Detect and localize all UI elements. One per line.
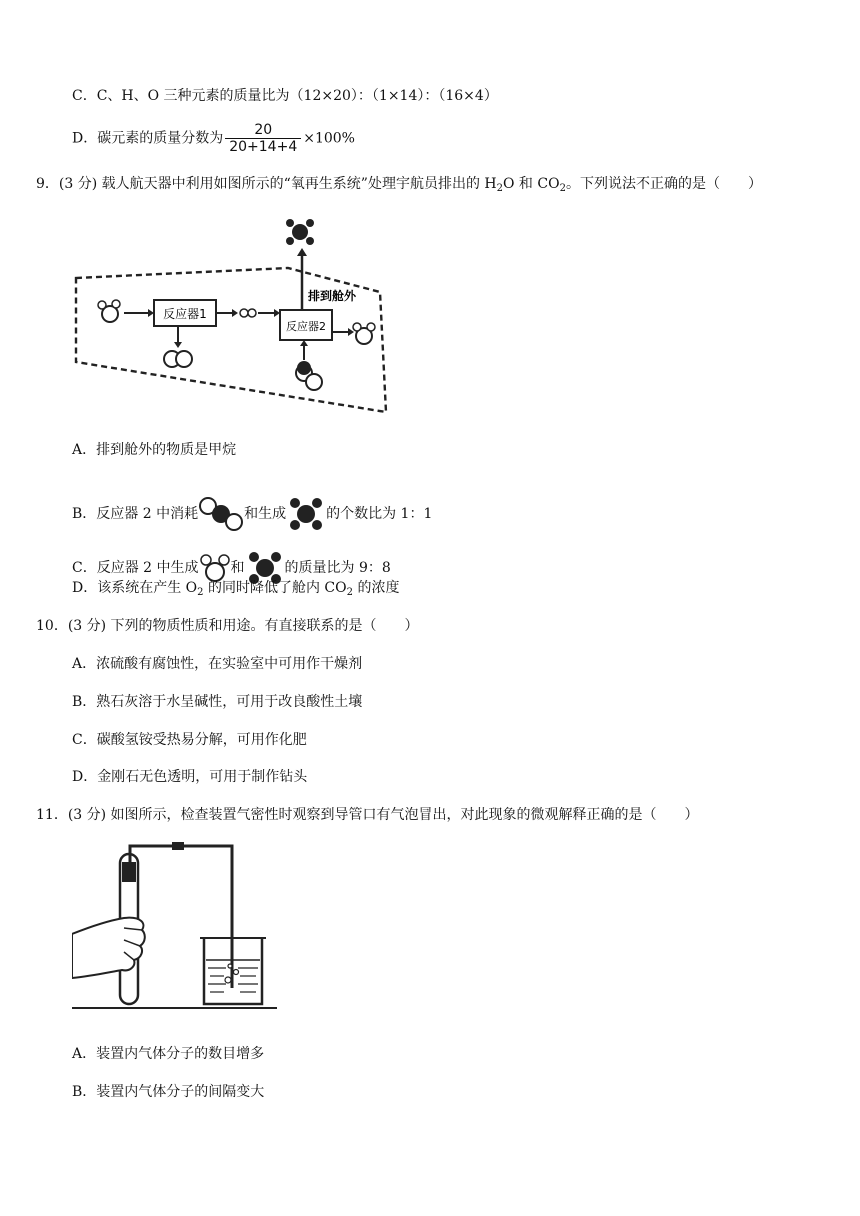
q10-option-c: C．碳酸氢铵受热易分解，可用作化肥 bbox=[72, 732, 307, 748]
oxygen-regeneration-diagram bbox=[68, 210, 398, 420]
q9-option-c-part-a: C．反应器 2 中生成 bbox=[72, 560, 199, 576]
fraction-denominator: 20+14+4 bbox=[229, 139, 298, 155]
q11-option-b: B．装置内气体分子的间隔变大 bbox=[72, 1084, 265, 1100]
q9-option-d-part-a: D．该系统在产生 O bbox=[72, 580, 198, 596]
q9-stem-part-c: 。下列说法不正确的是（ ） bbox=[565, 176, 762, 192]
subscript: 2 bbox=[197, 587, 204, 598]
subscript: 2 bbox=[346, 587, 353, 598]
q9-option-d bbox=[72, 578, 399, 598]
carbon-dioxide-molecule-icon bbox=[198, 494, 244, 534]
q8-option-d-suffix: ×100% bbox=[303, 130, 355, 147]
reactor-1-label: 反应器1 bbox=[163, 307, 207, 321]
q9-option-d-part-c: 的浓度 bbox=[353, 580, 400, 596]
q9-option-b-part-b: 和生成 bbox=[244, 506, 287, 522]
q9-stem-part-b: O 和 CO bbox=[503, 176, 560, 192]
airtightness-apparatus-diagram bbox=[72, 838, 282, 1018]
q9-option-b-part-a: B．反应器 2 中消耗 bbox=[72, 506, 199, 522]
mass-fraction bbox=[225, 122, 301, 155]
q10-option-a: A．浓硫酸有腐蚀性，在实验室中可用作干燥剂 bbox=[72, 656, 363, 672]
vent-label: 排到舱外 bbox=[308, 289, 357, 303]
q11-option-a: A．装置内气体分子的数目增多 bbox=[72, 1046, 265, 1062]
methane-molecule-icon bbox=[286, 494, 326, 534]
bubble bbox=[234, 970, 239, 975]
delivery-tube bbox=[130, 846, 232, 988]
q9-stem-part-a: 9．(3 分) 载人航天器中利用如图所示的“氧再生系统”处理宇航员排出的 H bbox=[36, 176, 497, 192]
q10-option-b: B．熟石灰溶于水呈碱性，可用于改良酸性土壤 bbox=[72, 694, 363, 710]
oxygen-molecule-icon bbox=[164, 351, 192, 367]
q8-option-d-prefix: D．碳元素的质量分数为 bbox=[72, 130, 224, 147]
q9-stem bbox=[36, 174, 762, 194]
methane-molecule-icon bbox=[286, 219, 314, 245]
q9-option-b bbox=[72, 494, 432, 534]
q9-option-c-part-b: 和 bbox=[230, 560, 245, 576]
q10-stem: 10．(3 分) 下列的物质性质和用途。有直接联系的是（ ） bbox=[36, 618, 419, 634]
hydrogen-molecule-icon bbox=[240, 309, 256, 317]
q11-stem: 11．(3 分) 如图所示，检查装置气密性时观察到导管口有气泡冒出，对此现象的微观解释正确的是（ ） bbox=[36, 807, 699, 823]
water-molecule-icon bbox=[353, 323, 375, 344]
q9-option-d-part-b: 的同时降低了舱内 CO bbox=[203, 580, 347, 596]
q9-option-b-part-c: 的个数比为 1：1 bbox=[326, 506, 433, 522]
q8-option-c: C．C、H、O 三种元素的质量比为（12×20）：（1×14）：（16×4） bbox=[72, 88, 498, 104]
q9-option-c-part-c: 的质量比为 9：8 bbox=[284, 560, 391, 576]
subscript: 2 bbox=[559, 183, 566, 194]
reactor-2-label: 反应器2 bbox=[286, 320, 326, 333]
carbon-dioxide-molecule-icon bbox=[296, 361, 322, 390]
water-molecule-icon bbox=[98, 300, 120, 322]
q8-option-d bbox=[72, 122, 355, 155]
bubble bbox=[225, 977, 231, 983]
fraction-numerator: 20 bbox=[225, 122, 301, 139]
stopper bbox=[122, 862, 136, 882]
bubble bbox=[228, 964, 232, 968]
subscript: 2 bbox=[496, 183, 503, 194]
q9-option-a: A．排到舱外的物质是甲烷 bbox=[72, 442, 237, 458]
q10-option-d: D．金刚石无色透明，可用于制作钻头 bbox=[72, 769, 308, 785]
